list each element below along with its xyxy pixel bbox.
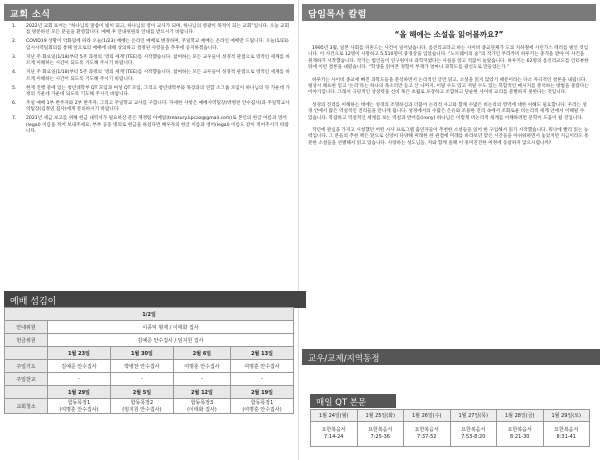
pastor-column: [302, 4, 596, 153]
members-news-header: 교우/교제/지역동정: [302, 349, 600, 365]
table-row: 1월 23일 1월 30일 2월 6일 2월 13일: [5, 347, 294, 360]
news-list: [8, 24, 290, 136]
daily-qt-header: 매일 QT 본문: [310, 394, 396, 408]
worship-servants-table: [4, 307, 294, 414]
news-item: 3. 지난 주 화요일(1/18)부터 5주 과정의 ‘영의 세계’(TEE)를 시작했습니다. 참여하는 모든 교우들이 성경적 관점으로 영적인 세계를 바르게 이해하는 시간이 되도록 기도해 주시기 바랍니다.: [12, 54, 290, 67]
paragraph: 하루키는 사이비 종교에 빠진 과학도들을 분석하면서 논리적인 글만 읽고, 소설을 읽지 않았기 때문이라는 다소 자극적인 결론을 내립니다. 평상시 해뜨한 얻고 ‘논리’라는 하나의 목소리만 듣고 산 나머지, 이말 수도 있고 저말 수도 있는 복합적인 메시지를 분석하는 방법을 몰랐다는 이야기입니다. 그래서 극단적인 상상력을 신비 혹은 초월로 포장하고 조합하고 단순한 사이비 교리를 분별하지 못한다는 것입니다.: [308, 77, 589, 96]
news-item: 6. 주일 예배 1부 반주자와 2부 반주자, 그리고 주일학교 교사를 구합니다. 자세한 사항은 예배사역팀장(박병찬 안수집사)과 주일학교사역팀장(김정연 집사)에게 문의하시기 바랍니다.: [12, 101, 290, 113]
news-item: 1. 2022년 교회 표어는 “하나님의 말씀이 빛이 되고, 하나님의 영이 교사가 되며, 하나님의 영광이 목적이 되는 교회”입니다. 오늘 교회를 방문하신 모든 분들을 환영합니다. 예배 후 안내위원의 안내를 받으시기 바랍니다.: [12, 24, 290, 36]
column-body: [302, 46, 596, 147]
paragraph: 1995년 3월, 일본 사회를 뒤흔드는 사건이 일어났습니다. 옴진리교라고 하는 사이비 종교단체가 도쿄 지하철에 사린가스 테러를 벌인 것입니다. 이 사건으로 12명이 사망하고 5,510명이 중경상을 입었습니다. “노르웨이의 숲”의 작가인 무라카미 하루키는 충격을 받아 이 사건을 취재하기 시작했습니다. 작가는 범인들이 연구원이나 과학자였다는 사실을 알고 적잖이 놀랐습니다. 하루키는 62명의 옴진리교도를 인터뷰한 뒤에 이런 결론을 내렸습니다. “학생을 읽어본 경험이 부재가 얼마나 과학도를 광신도로 만들었는가.”: [308, 46, 589, 71]
table-row: 주일찬교 - - - -: [5, 373, 294, 386]
pastor-column-header: 담임목사 칼럼: [302, 4, 596, 21]
table-row: 교회청소 함동목장1 (여명훈 안수집사) 함동목장2 (임지원 안수집사) 함동목장3 (이태화 집사) 함동목장1 (여명훈 안수집사): [5, 399, 294, 414]
news-item: 7. 2021년 세금 보고를 위해 헌금 내역서가 필요하신 분은 재정팀 이메일(treasury.kpcaa@gmail.com)로 본인의 한글 이름과 영어(legal) 이름을 적어 보내주세요. 부부 공동 명의로 헌금을 하셨다면 배우자의 한글 이름과 영어(legal) 이름도 같이 적어주시기 바랍니다.: [12, 116, 289, 135]
table-row: 헌금위원 김예준 안수집사 / 임지원 집사: [5, 334, 294, 347]
church-news-column: [4, 4, 294, 138]
column-title: “올 해에는 소설을 읽어볼까요?”: [394, 30, 504, 39]
paragraph: 작년에 관심을 가지고 시청했던 어떤 시사 프로그램 출연자들이 추천한 소설들을 일어 한 구입해서 읽기 시작했습니다. 워낙에 빨리 읽는 능력입니다. 그 분들의 추천 책은 앞으로 신앙이 다양해 미래한 한 관점에 미래를 바라보던 맞은 시간들을 아쉬워하면서 놓았지만 지금이라도 흥분한 소설들을 선별해서 읽고 있습니다. 사랑하는 성도님들, 저와 함께 올해 이 흥미진진한 여정에 동참하지 않으시렵니까?: [308, 128, 589, 146]
church-news-header: 교회 소식: [4, 4, 294, 21]
table-row: 주일기도 김예준 안수집사 박병찬 안수집사 여명훈 안수집사 여명훈 안수집사: [5, 360, 294, 373]
worship-servants-header: 예배 섬김이: [4, 291, 306, 308]
daily-qt-table: [310, 409, 590, 447]
table-row: 요한복음서 7:14-24 요한복음서 7:25-36 요한복음서 7:37-52 요한복음서 7:53-8:20 요한복음서 8:21-30 요한복음서 8:31-41: [311, 422, 590, 447]
table-row: 안내위원 이종익 형제 / 이태화 집사: [5, 321, 294, 334]
column-divider: [298, 0, 299, 460]
table-row: 1월 24일(월) 1월 25일(화) 1월 26일(수) 1월 27일(목) 1월 28일(금) 1월 29일(토): [311, 410, 590, 422]
table-row: 1/2일: [5, 308, 294, 321]
news-item: 5. 현재 진행 중에 있는 청년대학부 QT 모임과 여성 QT 모임, 그리고 청년대학부와 목장과의 연합 소그룹 모임이 하나님의 뜻 가운데 가정의 기운데 가운데 되도록 기도해 주시기 바랍니다.: [12, 85, 290, 98]
paragraph: 성경의 진리를 이해하는 데에는 성경의 조명하심과 더불어 논리적 사고와 함께 수많은 비논리의 영역에 대한 이해도 필요합니다. 우리는 성경 안에서 많은 역설적인 진리들을 만나게 됩니다. 성경에서의 수많은 은유와 조용한 진리 속에서 조화로운 비논리적 세계 안에서 이해될 수 있습니다. 복잡하고 역설적인 세계를 보는 역설과 반어를(irony) 하나님은 이렇게 비논리적 세계를 이해하려면 문학이 도움이 될 것입니다.: [308, 102, 587, 121]
news-item: 4. 지난 주 화요일(1/18)부터 5주 과정의 ‘영의 세계’(TEE)를 시작했습니다. 참여하는 모든 교우들이 성경적 관점으로 영적인 세계를 바르게 이해하는 시간이 되도록 기도해 주시기 바랍니다.: [12, 70, 290, 82]
news-item: 2. COVID19 상황이 악화됨에 따라 오늘(1/23) 예배는 온라인 예배로 변경하며, 주일학교 예배는 온라인 예배만 드립니다. 오늘(1/23) 임시사역팀회의를 통해 앞으로의 예배에 대해 상의하고 결정된 사항들을 추후에 공지하겠습니다.: [12, 39, 289, 51]
table-row: 1월 29일 2월 5일 2월 12일 2월 19일: [5, 386, 294, 399]
